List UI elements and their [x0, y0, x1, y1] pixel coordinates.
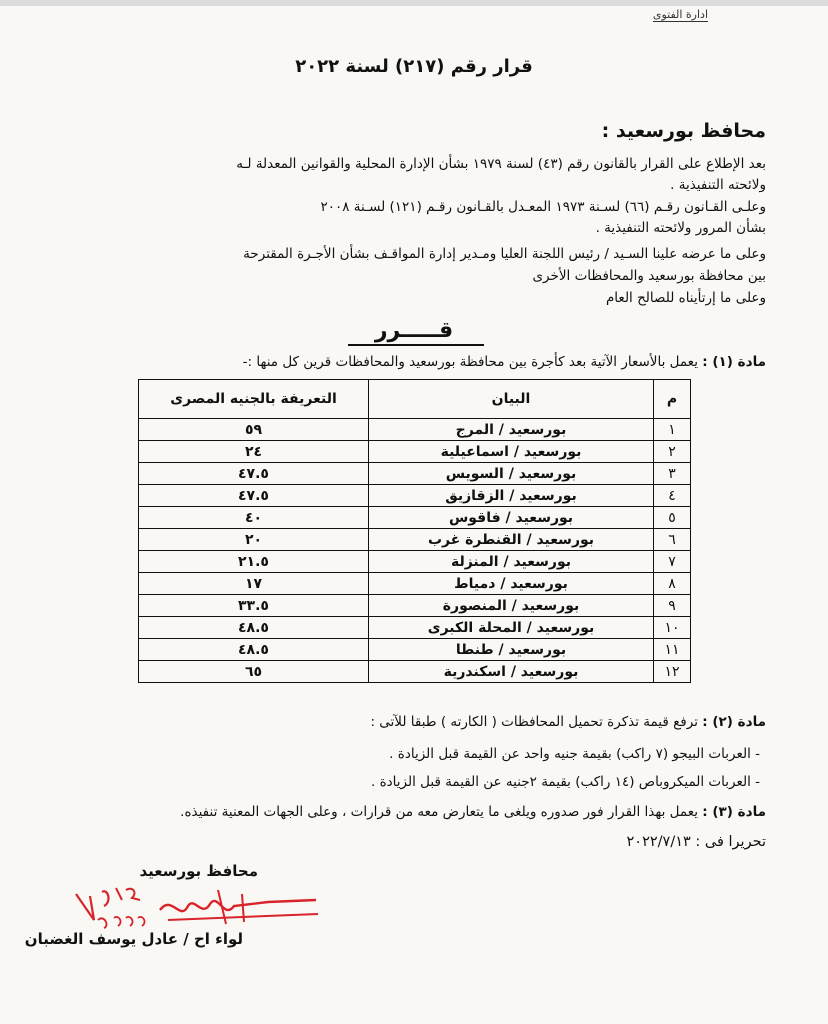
table-header-row — [139, 380, 691, 419]
preamble-line: وعلى ما عرضه علينا السـيد / رئيس اللجنة العليا ومـدير إدارة المواقـف بشأن الأجـرة المقترحة — [243, 246, 766, 262]
row-fare: ٢٤ — [139, 441, 369, 463]
row-route: بورسعيد / اسكندرية — [369, 661, 654, 683]
row-fare: ١٧ — [139, 573, 369, 595]
department-label: ادارة الفتوى — [652, 8, 708, 21]
row-fare: ٤٨.٥ — [139, 639, 369, 661]
row-fare: ٣٣.٥ — [139, 595, 369, 617]
row-number: ١٢ — [654, 661, 691, 683]
preamble-line: بعد الإطلاع على القرار بالقانون رقم (٤٣) لسنة ١٩٧٩ بشأن الإدارة المحلية والقوانين المعدلة لـه — [236, 156, 766, 172]
row-fare: ٤٠ — [139, 507, 369, 529]
preamble-line: بشأن المرور ولائحته التنفيذية . — [595, 220, 766, 236]
article-2-label: مادة (٢) : — [702, 714, 766, 730]
article-2 — [370, 714, 766, 730]
decree-title: قرار رقم (٢١٧) لسنة ٢٠٢٢ — [295, 56, 533, 77]
row-route: بورسعيد / طنطا — [369, 639, 654, 661]
table-row — [139, 573, 691, 595]
col-header-fare: التعريفة بالجنيه المصرى — [139, 380, 369, 419]
row-number: ١ — [654, 419, 691, 441]
col-header-number: م — [654, 380, 691, 419]
preamble-line: وعلى ما إرتأيناه للصالح العام — [605, 290, 766, 306]
article-3 — [180, 804, 766, 820]
row-fare: ٦٥ — [139, 661, 369, 683]
table-row — [139, 551, 691, 573]
row-fare: ٤٧.٥ — [139, 485, 369, 507]
table-row — [139, 595, 691, 617]
row-fare: ٤٨.٥ — [139, 617, 369, 639]
row-route: بورسعيد / المنصورة — [369, 595, 654, 617]
decision-heading: قـــــرر — [374, 318, 454, 343]
issue-date: تحريرا فى : ٢٠٢٢/٧/١٣ — [626, 834, 766, 850]
fares-table — [138, 379, 691, 683]
row-number: ٣ — [654, 463, 691, 485]
table-row — [139, 507, 691, 529]
table-row — [139, 639, 691, 661]
article-2-bullet: - العربات الميكروباص (١٤ راكب) بقيمة ٢جنيه عن القيمة قبل الزيادة . — [371, 774, 760, 790]
row-route: بورسعيد / الزقازيق — [369, 485, 654, 507]
article-2-text: ترفع قيمة تذكرة تحميل المحافظات ( الكارته ) طبقا للآتى : — [370, 714, 698, 730]
row-number: ١١ — [654, 639, 691, 661]
row-route: بورسعيد / اسماعيلية — [369, 441, 654, 463]
row-fare: ٥٩ — [139, 419, 369, 441]
table-row — [139, 617, 691, 639]
row-route: بورسعيد / القنطرة غرب — [369, 529, 654, 551]
article-3-label: مادة (٣) : — [702, 804, 766, 820]
page-top-edge — [0, 0, 828, 6]
row-number: ٩ — [654, 595, 691, 617]
row-route: بورسعيد / المحلة الكبرى — [369, 617, 654, 639]
row-fare: ٤٧.٥ — [139, 463, 369, 485]
row-number: ٢ — [654, 441, 691, 463]
signer-name: لواء اح / عادل يوسف الغضبان — [24, 930, 243, 948]
article-1-text: يعمل بالأسعار الآتية بعد كأجرة بين محافظة بورسعيد والمحافظات قرين كل منها :- — [242, 354, 698, 370]
table-row — [139, 463, 691, 485]
row-route: بورسعيد / المنزلة — [369, 551, 654, 573]
row-route: بورسعيد / دمياط — [369, 573, 654, 595]
signer-title: محافظ بورسعيد — [139, 862, 258, 880]
article-1-label: مادة (١) : — [702, 354, 766, 370]
table-row — [139, 661, 691, 683]
row-number: ٧ — [654, 551, 691, 573]
row-number: ٨ — [654, 573, 691, 595]
col-header-route: البيان — [369, 380, 654, 419]
row-fare: ٢١.٥ — [139, 551, 369, 573]
article-3-text: يعمل بهذا القرار فور صدوره ويلغى ما يتعارض معه من قرارات ، وعلى الجهات المعنية تنفيذه. — [180, 804, 698, 820]
table-row — [139, 485, 691, 507]
row-number: ٤ — [654, 485, 691, 507]
table-row — [139, 441, 691, 463]
table-row — [139, 419, 691, 441]
governor-heading: محافظ بورسعيد : — [601, 120, 766, 142]
article-1 — [243, 354, 766, 370]
preamble-line: وعلـى القـانون رقـم (٦٦) لسـنة ١٩٧٣ المعـدل بالقـانون رقـم (١٢١) لسـنة ٢٠٠٨ — [320, 199, 766, 215]
table-row — [139, 529, 691, 551]
row-route: بورسعيد / المرج — [369, 419, 654, 441]
row-fare: ٢٠ — [139, 529, 369, 551]
decision-underline — [348, 344, 484, 346]
row-number: ٦ — [654, 529, 691, 551]
row-number: ١٠ — [654, 617, 691, 639]
preamble-line: بين محافظة بورسعيد والمحافظات الأخرى — [532, 268, 766, 284]
row-route: بورسعيد / فاقوس — [369, 507, 654, 529]
article-2-bullet: - العربات البيجو (٧ راكب) بقيمة جنيه واحد عن القيمة قبل الزيادة . — [389, 746, 760, 762]
row-route: بورسعيد / السويس — [369, 463, 654, 485]
preamble-line: ولائحته التنفيذية . — [670, 177, 766, 193]
row-number: ٥ — [654, 507, 691, 529]
